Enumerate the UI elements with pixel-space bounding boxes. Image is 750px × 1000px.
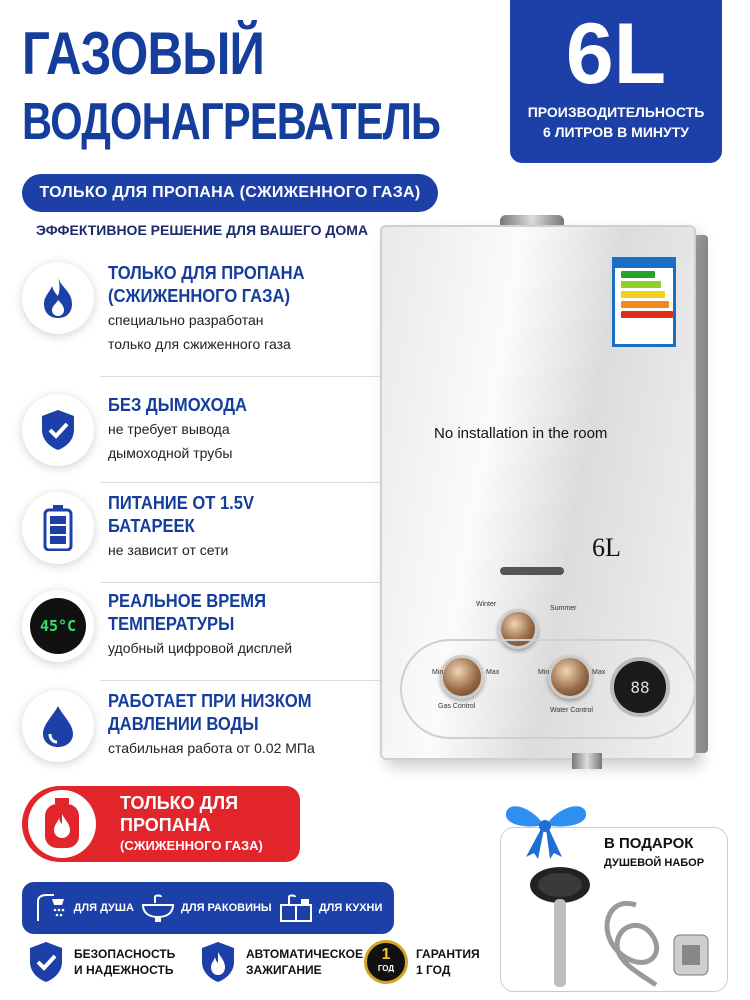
feature-propane-title-1: ТОЛЬКО ДЛЯ ПРОПАНА [108, 263, 305, 283]
heater-window [500, 567, 564, 575]
shield-check-icon [22, 394, 94, 466]
feature-temperature-title-2: ТЕМПЕРАТУРЫ [108, 614, 235, 634]
feature-battery-title-2: БАТАРЕЕК [108, 516, 195, 536]
water-max-label: Max [592, 669, 606, 676]
title-line-1: ГАЗОВЫЙ [22, 20, 265, 87]
feature-low-pressure [22, 690, 402, 780]
temperature-readout: 45°C [30, 598, 86, 654]
warranty-line-2: 1 ГОД [416, 963, 451, 977]
feature-propane-title-2: (СЖИЖЕННОГО ГАЗА) [108, 286, 290, 306]
water-drop-icon [22, 690, 94, 762]
efficient-solution-text: ЭФФЕКТИВНОЕ РЕШЕНИЕ ДЛЯ ВАШЕГО ДОМА [36, 222, 369, 238]
capacity-line-1: ПРОИЗВОДИТЕЛЬНОСТЬ [527, 104, 705, 120]
use-sink-label: ДЛЯ РАКОВИНЫ [181, 902, 272, 914]
summer-label: Summer [550, 605, 577, 612]
feature-no-chimney [22, 394, 402, 484]
gift-card [500, 795, 740, 995]
energy-label [612, 257, 676, 347]
use-shower [34, 893, 134, 923]
capacity-value: 6L [565, 6, 667, 102]
warranty-line-1: ГАРАНТИЯ [416, 947, 480, 961]
winter-label: Winter [476, 601, 497, 608]
auto-ignition-line-1: АВТОМАТИЧЕСКОЕ [246, 947, 364, 961]
bow-icon [500, 795, 590, 861]
safety-line-2: И НАДЕЖНОСТЬ [74, 963, 174, 977]
flame-icon [22, 262, 94, 334]
page-title [22, 22, 492, 150]
heater-body [380, 225, 696, 760]
sink-icon [141, 893, 175, 923]
feature-temperature-desc: удобный цифровой дисплей [108, 640, 293, 656]
water-min-label: Min [538, 669, 550, 676]
gas-cylinder-icon [28, 790, 96, 858]
feature-temperature [22, 590, 402, 680]
feature-propane-desc-2: только для сжиженного газа [108, 336, 291, 352]
auto-ignition-item [198, 940, 363, 984]
capacity-badge [510, 0, 722, 163]
feature-no-chimney-title: БЕЗ ДЫМОХОДА [108, 395, 248, 415]
red-badge-line-3: (СЖИЖЕННОГО ГАЗА) [120, 838, 263, 853]
title-line-2: ВОДОНАГРЕВАТЕЛЬ [22, 93, 441, 151]
feature-propane-desc-1: специально разработан [108, 312, 264, 328]
divider [100, 376, 400, 377]
gas-max-label: Max [486, 669, 500, 676]
feature-battery-desc: не зависит от сети [108, 542, 229, 558]
digital-display-icon [22, 590, 94, 662]
use-kitchen-label: ДЛЯ КУХНИ [318, 902, 383, 914]
divider [100, 482, 400, 483]
divider [100, 680, 400, 681]
feature-temperature-title-1: РЕАЛЬНОЕ ВРЕМЯ [108, 591, 267, 611]
propane-only-bar: ТОЛЬКО ДЛЯ ПРОПАНА (СЖИЖЕННОГО ГАЗА) [22, 174, 438, 212]
gas-control-label: Gas Control [438, 703, 476, 710]
gas-min-label: Min [432, 669, 444, 676]
kitchen-icon [279, 893, 313, 923]
feature-low-pressure-title-2: ДАВЛЕНИИ ВОДЫ [108, 714, 259, 734]
gift-subtitle: ДУШЕВОЙ НАБОР [604, 857, 705, 869]
gas-control-knob [440, 655, 484, 699]
feature-battery [22, 492, 402, 582]
capacity-line-2: 6 ЛИТРОВ В МИНУТУ [543, 124, 689, 140]
use-shower-label: ДЛЯ ДУША [73, 902, 134, 914]
shower-icon [34, 893, 68, 923]
water-heater-image [372, 215, 712, 770]
feature-battery-title-1: ПИТАНИЕ ОТ 1.5V [108, 493, 255, 513]
battery-icon [22, 492, 94, 564]
heater-notice: No installation in the room [434, 425, 608, 442]
water-pipe-bottom [572, 753, 602, 769]
red-badge-line-1: ТОЛЬКО ДЛЯ [120, 793, 239, 813]
warranty-badge-number: 1 [381, 946, 391, 963]
gift-title: В ПОДАРОК [604, 835, 694, 852]
shower-set-image [526, 865, 726, 991]
feature-propane [22, 262, 402, 352]
safety-item [26, 940, 175, 984]
safety-line-1: БЕЗОПАСНОСТЬ [74, 947, 176, 961]
feature-low-pressure-desc: стабильная работа от 0.02 МПа [108, 740, 315, 756]
heater-model: 6L [592, 533, 621, 562]
auto-ignition-line-2: ЗАЖИГАНИЕ [246, 963, 322, 977]
red-badge-line-2: ПРОПАНА [120, 815, 211, 835]
use-kitchen [279, 893, 383, 923]
water-control-knob [548, 655, 592, 699]
warranty-badge-icon [364, 940, 408, 984]
shield-check-icon [26, 940, 66, 984]
warranty-badge-text: ГОД [377, 964, 395, 973]
water-control-label: Water Control [550, 707, 593, 714]
propane-only-badge [22, 786, 300, 862]
usage-bar [22, 882, 394, 934]
divider [100, 582, 400, 583]
feature-low-pressure-title-1: РАБОТАЕТ ПРИ НИЗКОМ [108, 691, 312, 711]
feature-no-chimney-desc-2: дымоходной трубы [108, 445, 233, 461]
heater-display: 88 [610, 657, 670, 717]
feature-no-chimney-desc-1: не требует вывода [108, 421, 230, 437]
use-sink [141, 893, 272, 923]
flame-shield-icon [198, 940, 238, 984]
warranty-item [364, 940, 480, 984]
